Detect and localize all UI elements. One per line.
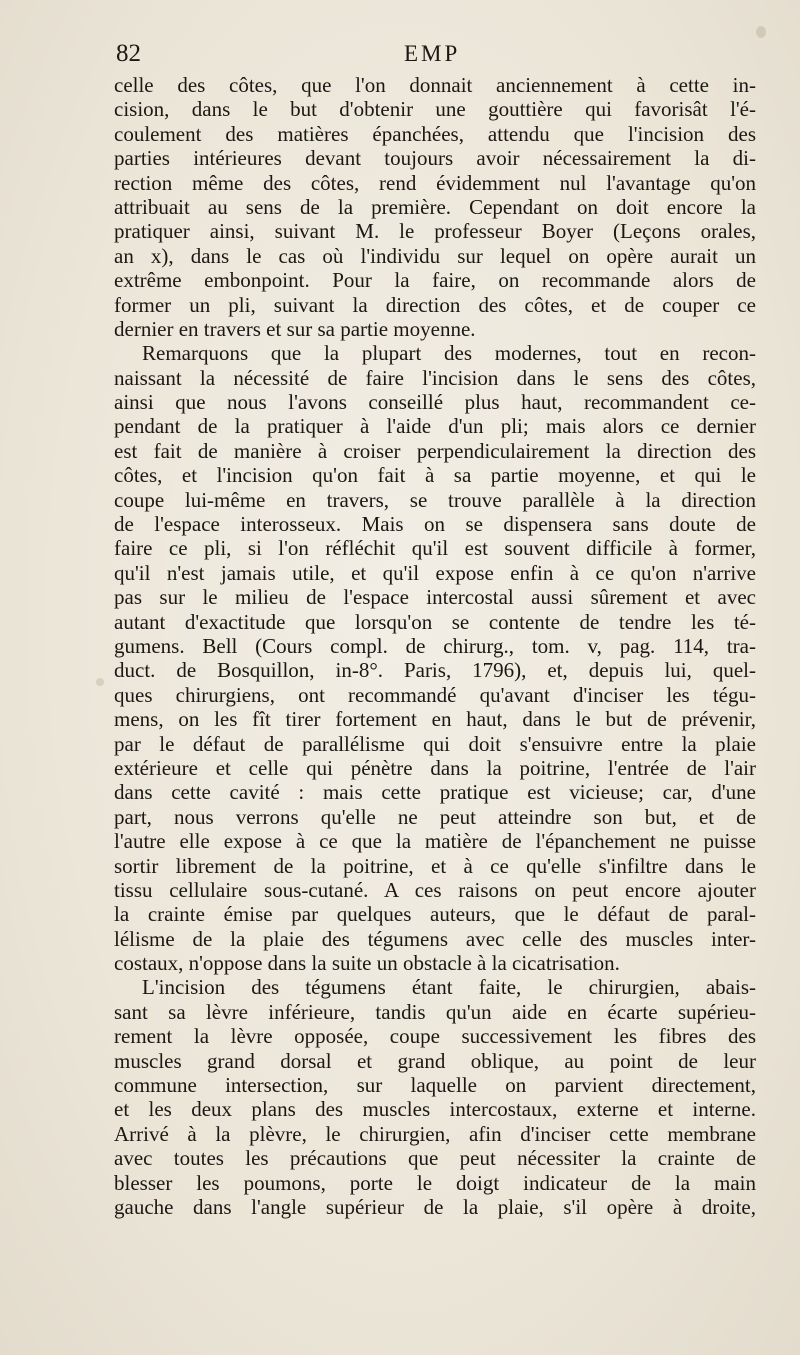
text-line: par le défaut de parallélisme qui doit s'ensuivre entre la plaie [114,731,756,756]
text-line: ainsi que nous l'avons conseillé plus haut, recommandent ce- [114,390,756,415]
text-line: an x), dans le cas où l'individu sur lequel on opère aurait un [114,243,756,268]
text-line: pas sur le milieu de l'espace intercostal aussi sûrement et avec [114,585,756,610]
text-line: Remarquons que la plupart des modernes, tout en recon- [142,341,756,366]
text-line: costaux, n'oppose dans la suite un obstacle à la cicatrisation. [114,951,620,976]
text-line: Arrivé à la plèvre, le chirurgien, afin d'inciser cette membrane [114,1121,756,1146]
text-line: ques chirurgiens, ont recommandé qu'avant d'inciser les tégu- [114,682,756,707]
text-line: dans cette cavité : mais cette pratique est vicieuse; car, d'une [114,780,756,805]
text-line: muscles grand dorsal et grand oblique, au point de leur [114,1048,756,1073]
text-line: mens, on les fît tirer fortement en haut, dans le but de prévenir, [114,707,756,732]
text-line: l'autre elle expose à ce que la matière de l'épanchement ne puisse [114,829,756,854]
body-text [114,73,756,1219]
text-line: L'incision des tégumens étant faite, le chirurgien, abais- [142,975,756,1000]
text-line: et les deux plans des muscles intercostaux, externe et interne. [114,1097,756,1122]
text-line: former un pli, suivant la direction des côtes, et de couper ce [114,292,756,317]
text-line: lélisme de la plaie des tégumens avec celle des muscles inter- [114,926,756,951]
text-line: parties intérieures devant toujours avoir nécessairement la di- [114,146,756,171]
text-line: faire ce pli, si l'on réfléchit qu'il est souvent difficile à former, [114,536,756,561]
page-number: 82 [116,40,141,67]
paper-stain [96,678,104,686]
text-line: de l'espace interosseux. Mais on se dispensera sans doute de [114,512,756,537]
text-line: côtes, et l'incision qu'on fait à sa partie moyenne, et qui le [114,463,756,488]
text-line: coulement des matières épanchées, attendu que l'incision des [114,121,756,146]
text-line: avec toutes les précautions que peut nécessiter la crainte de [114,1146,756,1171]
text-line: pratiquer ainsi, suivant M. le professeur Boyer (Leçons orales, [114,219,756,244]
running-head: EMP [404,41,461,66]
text-line: rement la lèvre opposée, coupe successivement les fibres des [114,1024,756,1049]
text-line: sortir librement de la poitrine, et à ce qu'elle s'infiltre dans le [114,853,756,878]
page-header [114,40,756,68]
text-line: celle des côtes, que l'on donnait anciennement à cette in- [114,73,756,97]
text-line: est fait de manière à croiser perpendiculairement la direction des [114,438,756,463]
text-line: cision, dans le but d'obtenir une gouttière qui favorisât l'é- [114,97,756,122]
text-line: qu'il n'est jamais utile, et qu'il expose enfin à ce qu'on n'arrive [114,560,756,585]
text-line: coupe lui-même en travers, se trouve parallèle à la direction [114,487,756,512]
text-line: pendant de la pratiquer à l'aide d'un pli; mais alors ce dernier [114,414,756,439]
text-line: duct. de Bosquillon, in-8°. Paris, 1796), et, depuis lui, quel- [114,658,756,683]
text-line: sant sa lèvre inférieure, tandis qu'un aide en écarte supérieu- [114,999,756,1024]
text-line: commune intersection, sur laquelle on parvient directement, [114,1073,756,1098]
text-line: rection même des côtes, rend évidemment nul l'avantage qu'on [114,170,756,195]
text-line: tissu cellulaire sous-cutané. A ces raisons on peut encore ajouter [114,877,756,902]
text-line: dernier en travers et sur sa partie moyenne. [114,316,476,341]
text-line: part, nous verrons qu'elle ne peut atteindre son but, et de [114,804,756,829]
text-line: naissant la nécessité de faire l'incision dans le sens des côtes, [114,365,756,390]
paper-stain [756,26,766,38]
text-line: attribuait au sens de la première. Cependant on doit encore la [114,194,756,219]
text-line: extrême embonpoint. Pour la faire, on recommande alors de [114,268,756,293]
text-line: la crainte émise par quelques auteurs, que le défaut de paral- [114,902,756,927]
text-line: gauche dans l'angle supérieur de la plaie, s'il opère à droite, [114,1194,756,1219]
text-line: gumens. Bell (Cours compl. de chirurg., tom. v, pag. 114, tra- [114,633,756,658]
text-line: autant d'exactitude que lorsqu'on se contente de tendre les té- [114,609,756,634]
text-line: extérieure et celle qui pénètre dans la poitrine, l'entrée de l'air [114,755,756,780]
text-line: blesser les poumons, porte le doigt indicateur de la main [114,1170,756,1195]
